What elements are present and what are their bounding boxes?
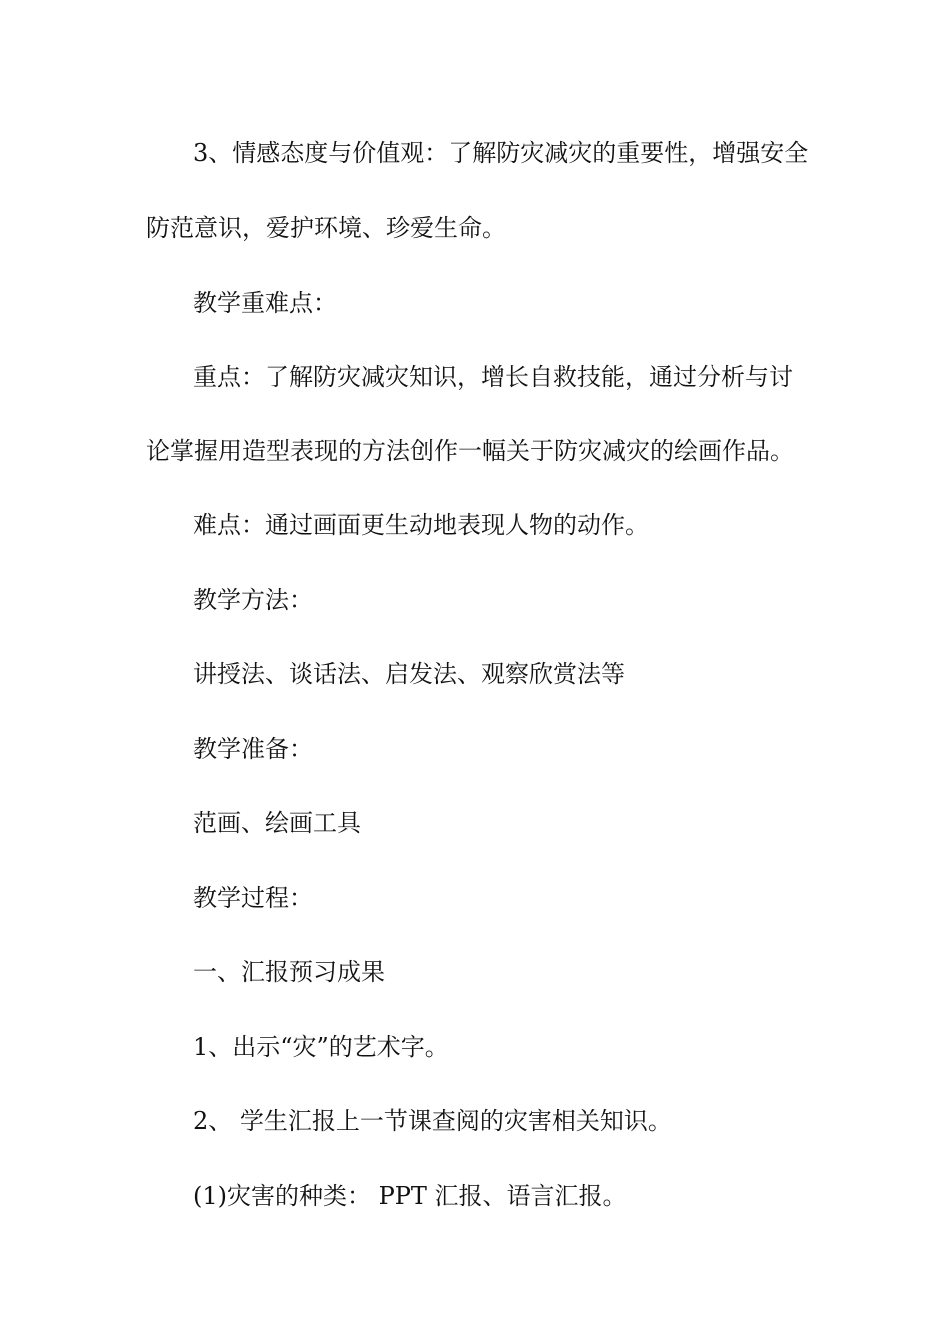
paragraph-key-points-line-1: 重点：了解防灾减灾知识，增长自救技能，通过分析与讨 [193, 363, 793, 391]
heading-teaching-preparation: 教学准备： [193, 735, 313, 763]
heading-teaching-process: 教学过程： [193, 884, 313, 912]
heading-key-difficult-points: 教学重难点： [193, 289, 337, 317]
section-report-preview: 一、汇报预习成果 [193, 958, 385, 986]
list-item-2: 2、 学生汇报上一节课查阅的灾害相关知识。 [193, 1107, 672, 1135]
paragraph-teaching-methods: 讲授法、谈话法、启发法、观察欣赏法等 [193, 660, 625, 688]
paragraph-teaching-preparation: 范画、绘画工具 [193, 809, 361, 837]
list-item-1: 1、出示“灾”的艺术字。 [193, 1033, 449, 1061]
paragraph-key-points-line-2: 论掌握用造型表现的方法创作一幅关于防灾减灾的绘画作品。 [146, 437, 794, 465]
paragraph-difficult-points: 难点：通过画面更生动地表现人物的动作。 [193, 511, 649, 539]
paragraph-emotion-attitude-line-1: 3、情感态度与价值观：了解防灾减灾的重要性，增强安全 [193, 139, 809, 167]
paragraph-emotion-attitude-line-2: 防范意识，爱护环境、珍爱生命。 [146, 214, 506, 242]
heading-teaching-methods: 教学方法： [193, 586, 313, 614]
sub-item-1: (1)灾害的种类： PPT 汇报、语言汇报。 [193, 1182, 627, 1210]
